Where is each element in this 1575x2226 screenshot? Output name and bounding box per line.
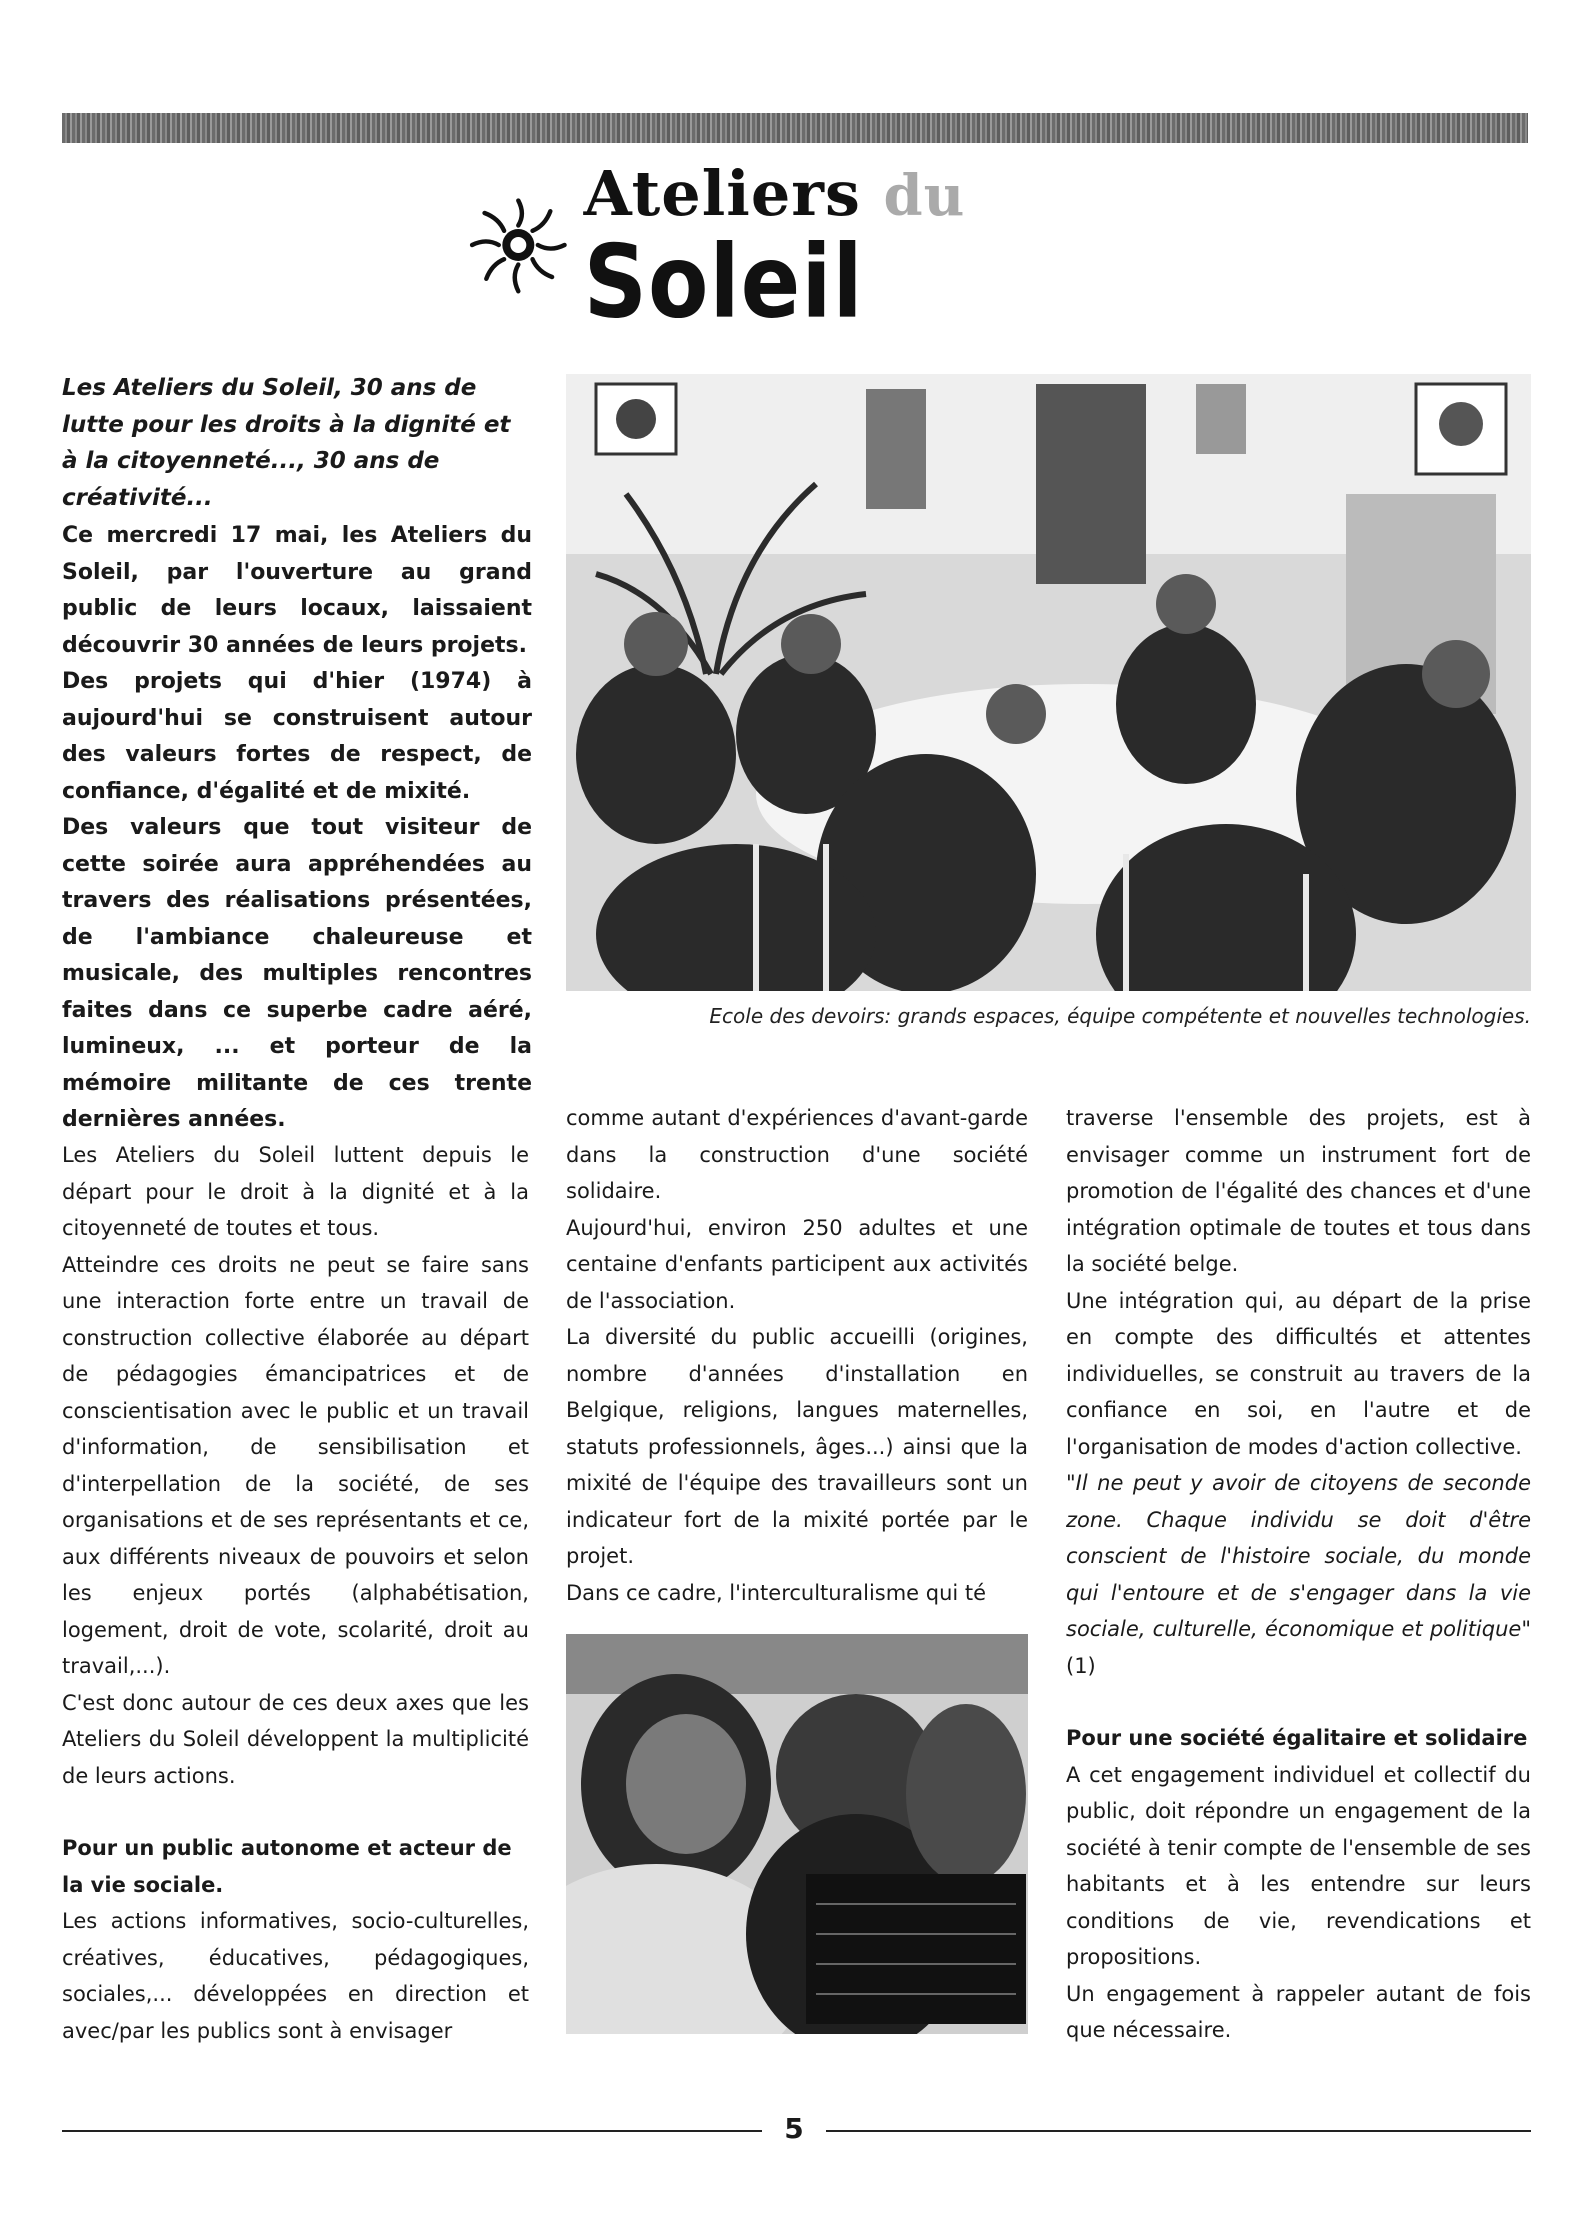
body-paragraph: Dans ce cadre, l'interculturalisme qui té [566,1580,987,1605]
body-paragraph: Aujourd'hui, environ 250 adultes et une centaine d'enfants participent aux activités de l'association. [566,1215,1028,1313]
body-paragraph: Les actions informatives, socio-culturelles, créatives, éducatives, pédagogiques, sociales,... développées en direction et avec/par les publics sont à envisager [62,1909,529,2043]
citation-quote: "Il ne peut y avoir de citoyens de seconde zone. Chaque individu se doit d'être conscient de l'histoire sociale, du monde qui l'entoure et de s'engager dans la vie sociale, culturelle, économique et politique" [1066,1471,1531,1641]
logo-wordmark [583,157,1145,341]
logo-word-ateliers: Ateliers [583,157,861,230]
column-3 [1066,1100,1531,2049]
article-lead: Les Ateliers du Soleil, 30 ans de lutte pour les droits à la dignité et à la citoyenneté..., 30 ans de créativité... [62,375,511,511]
intro-paragraph: Des valeurs que tout visiteur de cette soirée aura appréhendées au travers des réalisations présentées, de l'ambiance chaleureuse et musicale, des multiples rencontres faites dans ce superbe cadre aéré, lumineux, ... et porteur de la mémoire militante de ces trente dernières années. [62,815,532,1132]
body-paragraph: traverse l'ensemble des projets, est à envisager comme un instrument fort de promotion de l'égalité des chances et d'une intégration optimale de toutes et tous dans la société belge. [1066,1106,1531,1276]
body-paragraph: Atteindre ces droits ne peut se faire sans une interaction forte entre un travail de construction collective élaborée au départ de pédagogies émancipatrices et de conscientisation avec le public et un travail d'information, de sensibilisation et d'interpellation de la société, de ses organisations et de ses représentants et ce, aux différents niveaux de pouvoirs et selon les enjeux portés (alphabétisation, logement, droit de vote, scolarité, droit au travail,...). [62,1252,529,1678]
logo-word-du: du [883,163,966,229]
footer-rule-left [62,2130,762,2132]
classroom-photo [566,374,1531,991]
page-number: 5 [784,2112,804,2145]
computer-class-photo [566,1634,1028,2034]
section-heading: Pour une société égalitaire et solidaire [1066,1726,1528,1750]
photo-caption: Ecole des devoirs: grands espaces, équipe compétente et nouvelles technologies. [709,1004,1531,1028]
body-paragraph: La diversité du public accueilli (origines, nombre d'années d'installation en Belgique, religions, langues maternelles, statuts professionnels, âges...) ainsi que la mixité de l'équipe des travailleurs sont un indicateur fort de la mixité portée par le projet. [566,1325,1028,1568]
body-paragraph: Les Ateliers du Soleil luttent depuis le départ pour le droit à la dignité et à la citoyenneté de toutes et tous. [62,1143,529,1240]
body-paragraph: comme autant d'expériences d'avant-garde dans la construction d'une société solidaire. [566,1106,1028,1203]
article-intro [62,518,532,1139]
column-2 [566,1100,1028,1611]
intro-paragraph: Ce mercredi 17 mai, les Ateliers du Soleil, par l'ouverture au grand public de leurs locaux, laissaient découvrir 30 années de leurs projets. [62,523,532,658]
body-paragraph: Un engagement à rappeler autant de fois que nécessaire. [1066,1981,1531,2042]
footer-rule-right [826,2130,1531,2132]
body-paragraph: C'est donc autour de ces deux axes que les Ateliers du Soleil développent la multiplicité de leurs actions. [62,1690,529,1788]
body-paragraph: Une intégration qui, au départ de la prise en compte des difficultés et attentes individuelles, se construit au travers de la confiance en soi, en l'autre et de l'organisation de modes d'action collective. [1066,1288,1531,1459]
column-1 [62,1137,529,2049]
logo-word-soleil: Soleil [583,222,864,341]
section-heading: Pour un public autonome et acteur de la vie sociale. [62,1836,512,1897]
body-paragraph: A cet engagement individuel et collectif du public, doit répondre un engagement de la société à tenir compte de l'ensemble de ses habitants et à les entendre sur leurs conditions de vie, revendications et propositions. [1066,1762,1531,1969]
sun-icon [465,180,572,310]
header-band [62,113,1528,143]
intro-paragraph: Des projets qui d'hier (1974) à aujourd'hui se construisent autour des valeurs fortes de respect, de confiance, d'égalité et de mixité. [62,669,532,804]
footnote-reference: (1) [1066,1653,1096,1678]
ateliers-du-soleil-logo [465,157,1145,341]
